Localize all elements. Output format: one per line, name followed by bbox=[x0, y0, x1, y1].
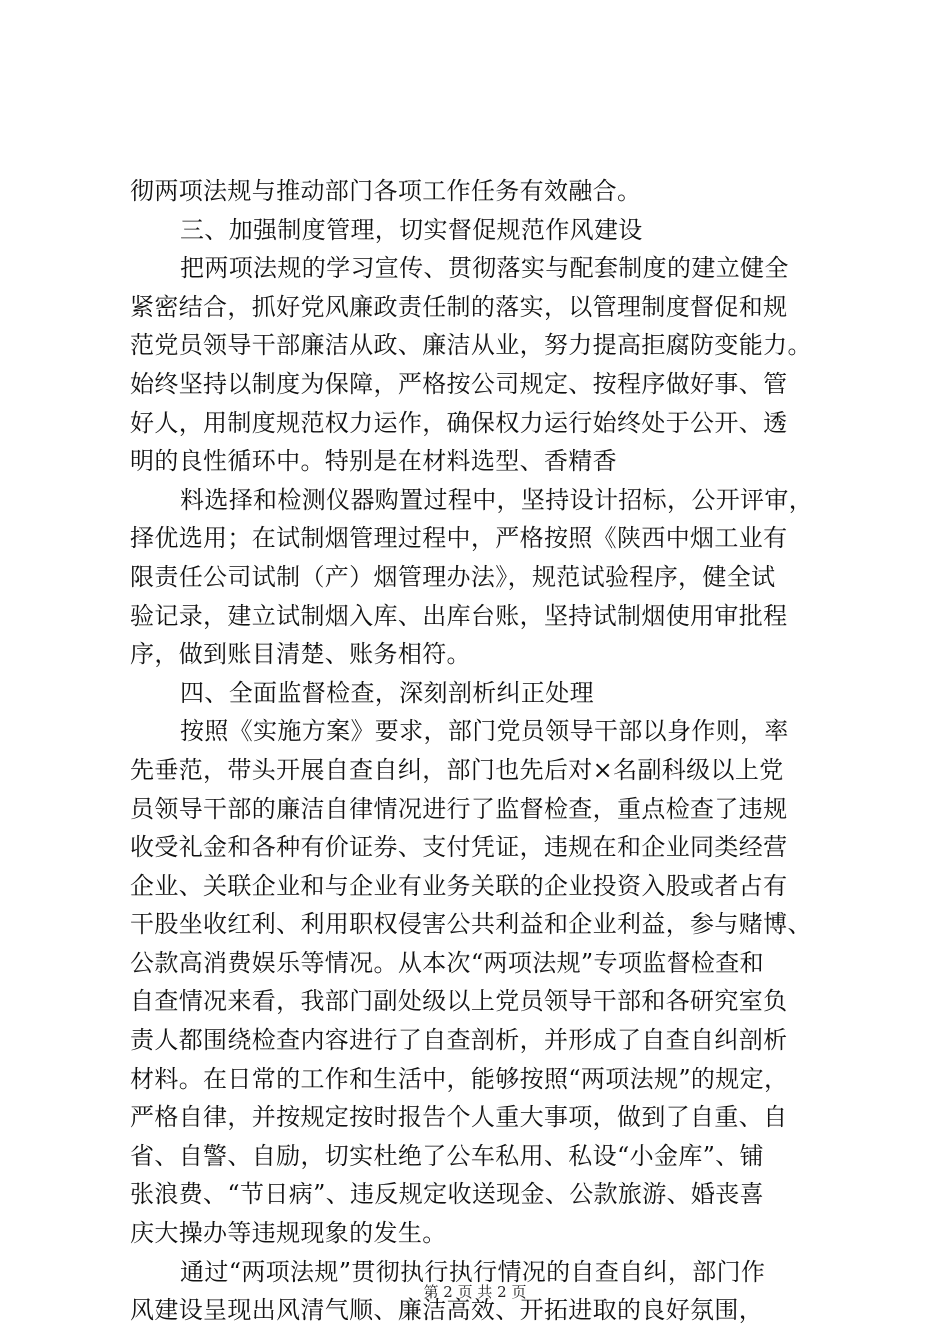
text-line: 张浪费、“节日病”、违反规定收送现金、公款旅游、婚丧喜 bbox=[130, 1180, 764, 1209]
text-line: 严格自律，并按规定按时报告个人重大事项，做到了自重、自 bbox=[130, 1103, 788, 1132]
text-line: 把两项法规的学习宣传、贯彻落实与配套制度的建立健全 bbox=[180, 254, 789, 283]
text-line: 料选择和检测仪器购置过程中，坚持设计招标，公开评审， bbox=[180, 485, 814, 514]
text-line: 公款高消费娱乐等情况。从本次“两项法规”专项监督检查和 bbox=[130, 948, 764, 977]
document-body bbox=[130, 172, 842, 1330]
text-line: 按照《实施方案》要求，部门党员领导干部以身作则，率 bbox=[180, 717, 789, 746]
text-line: 省、自警、自励，切实杜绝了公车私用、私设“小金库”、铺 bbox=[130, 1141, 764, 1170]
text-line: 先垂范，带头开展自查自纠，部门也先后对×名副科级以上党 bbox=[130, 755, 784, 784]
text-line: 彻两项法规与推动部门各项工作任务有效融合。 bbox=[130, 177, 642, 205]
text-line: 明的良性循环中。特别是在材料选型、香精香 bbox=[130, 447, 617, 476]
text-line: 紧密结合，抓好党风廉政责任制的落实，以管理制度督促和规 bbox=[130, 292, 788, 321]
text-line: 验记录，建立试制烟入库、出库台账，坚持试制烟使用审批程 bbox=[130, 601, 788, 630]
text-line: 收受礼金和各种有价证券、支付凭证，违规在和企业同类经营 bbox=[130, 833, 788, 862]
page-footer: 第 2 页 共 2 页 bbox=[423, 1283, 527, 1301]
text-line: 三、加强制度管理，切实督促规范作风建设 bbox=[180, 215, 643, 244]
text-line: 自查情况来看，我部门副处级以上党员领导干部和各研究室负 bbox=[130, 987, 788, 1016]
text-line: 风建设呈现出风清气顺、廉洁高效、开拓进取的良好氛围， bbox=[130, 1296, 764, 1325]
text-line: 材料。在日常的工作和生活中，能够按照“两项法规”的规定， bbox=[130, 1064, 789, 1093]
text-line: 员领导干部的廉洁自律情况进行了监督检查，重点检查了违规 bbox=[130, 794, 788, 823]
text-line: 庆大操办等违规现象的发生。 bbox=[130, 1219, 447, 1248]
text-line: 四、全面监督检查，深刻剖析纠正处理 bbox=[180, 678, 594, 707]
text-line: 限责任公司试制（产）烟管理办法》，规范试验程序，健全试 bbox=[130, 562, 776, 591]
text-line: 好人，用制度规范权力运作，确保权力运行始终处于公开、透 bbox=[130, 408, 788, 437]
text-line: 范党员领导干部廉洁从政、廉洁从业，努力提高拒腐防变能力。 bbox=[130, 331, 812, 360]
text-line: 干股坐收红利、利用职权侵害公共利益和企业利益，参与赌博、 bbox=[130, 910, 812, 939]
text-line: 始终坚持以制度为保障，严格按公司规定、按程序做好事、管 bbox=[130, 369, 788, 398]
text-line: 企业、关联企业和与企业有业务关联的企业投资入股或者占有 bbox=[130, 871, 788, 900]
text-line: 通过“两项法规”贯彻执行执行情况的自查自纠，部门作 bbox=[180, 1257, 766, 1286]
text-line: 择优选用；在试制烟管理过程中，严格按照《陕西中烟工业有 bbox=[130, 524, 788, 553]
text-line: 序，做到账目清楚、账务相符。 bbox=[130, 640, 471, 669]
text-line: 责人都围绕检查内容进行了自查剖析，并形成了自查自纠剖析 bbox=[130, 1026, 788, 1055]
